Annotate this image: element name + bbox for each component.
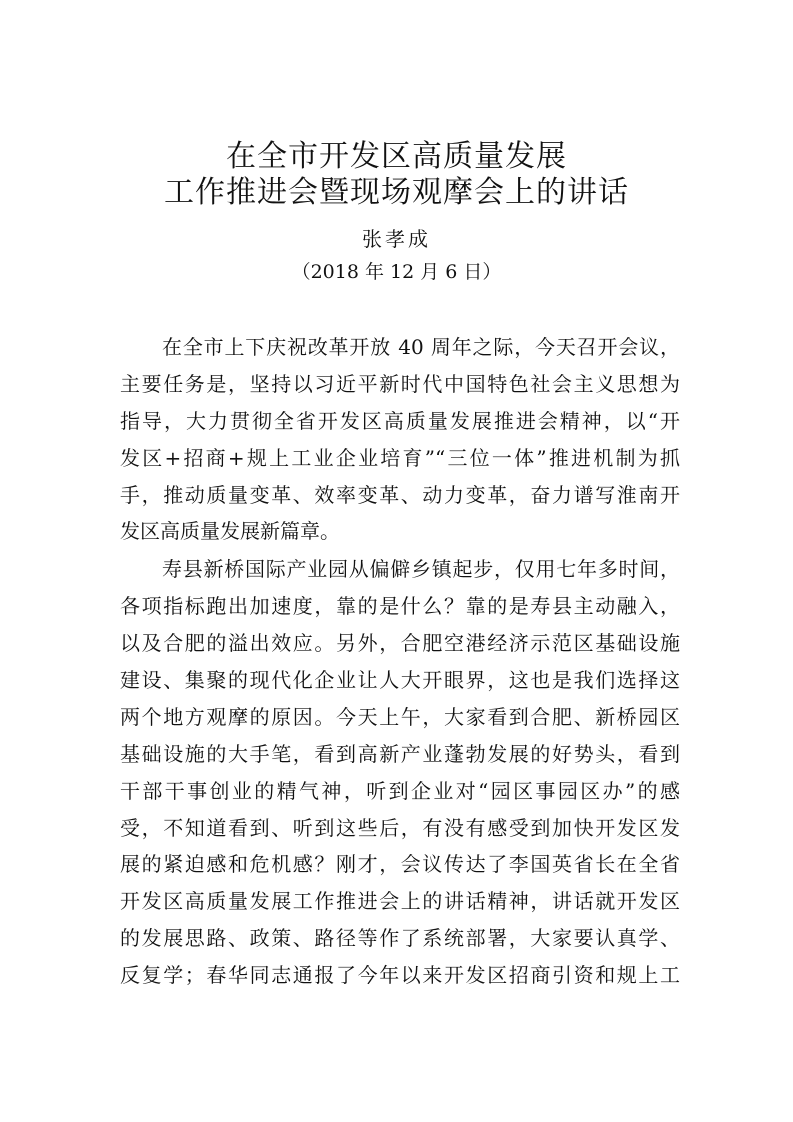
text-line: 发区+招商+规上工业企业培育”“三位一体”推进机制为抓 (120, 445, 680, 470)
text-line: 发区高质量发展新篇章。 (120, 519, 340, 544)
text-line: 基础设施的大手笔，看到高新产业蓬勃发展的好势头，看到 (120, 741, 680, 766)
text-line: 手，推动质量变革、效率变革、动力变革，奋力谱写淮南开 (120, 482, 680, 507)
text-line: 建设、集聚的现代化企业让人大开眼界，这也是我们选择这 (120, 668, 680, 693)
text-line: 寿县新桥国际产业园从偏僻乡镇起步，仅用七年多时间， (162, 557, 680, 582)
text-line: 干部干事创业的精气神，听到企业对“园区事园区办”的感 (120, 778, 680, 803)
document-body (120, 329, 680, 994)
text-line: 两个地方观摩的原因。今天上午，大家看到合肥、新桥园区 (120, 704, 680, 729)
document-title-line-1: 在全市开发区高质量发展 (226, 139, 567, 174)
text-line: 各项指标跑出加速度，靠的是什么？靠的是寿县主动融入， (120, 594, 680, 619)
text-line: 在全市上下庆祝改革开放 40 周年之际，今天召开会议， (162, 335, 680, 359)
document-title-line-2: 工作推进会暨现场观摩会上的讲话 (164, 175, 629, 210)
date: （2018 年 12 月 6 日） (291, 261, 502, 283)
text-line: 以及合肥的溢出效应。另外，合肥空港经济示范区基础设施 (120, 631, 680, 656)
paragraph (120, 329, 680, 550)
text-line: 展的紧迫感和危机感？刚才，会议传达了李国英省长在全省 (120, 852, 680, 877)
text-line: 开发区高质量发展工作推进会上的讲话精神，讲话就开发区 (120, 889, 680, 914)
text-line: 反复学；春华同志通报了今年以来开发区招商引资和规上工 (120, 963, 680, 988)
paragraph (120, 551, 680, 994)
text-line: 受，不知道看到、听到这些后，有没有感受到加快开发区发 (120, 815, 680, 840)
text-line: 指导，大力贯彻全省开发区高质量发展推进会精神，以“开 (120, 408, 680, 433)
author: 张孝成 (362, 227, 431, 251)
text-line: 的发展思路、政策、路径等作了系统部署，大家要认真学、 (120, 926, 680, 951)
text-line: 主要任务是，坚持以习近平新时代中国特色社会主义思想为 (120, 371, 680, 396)
